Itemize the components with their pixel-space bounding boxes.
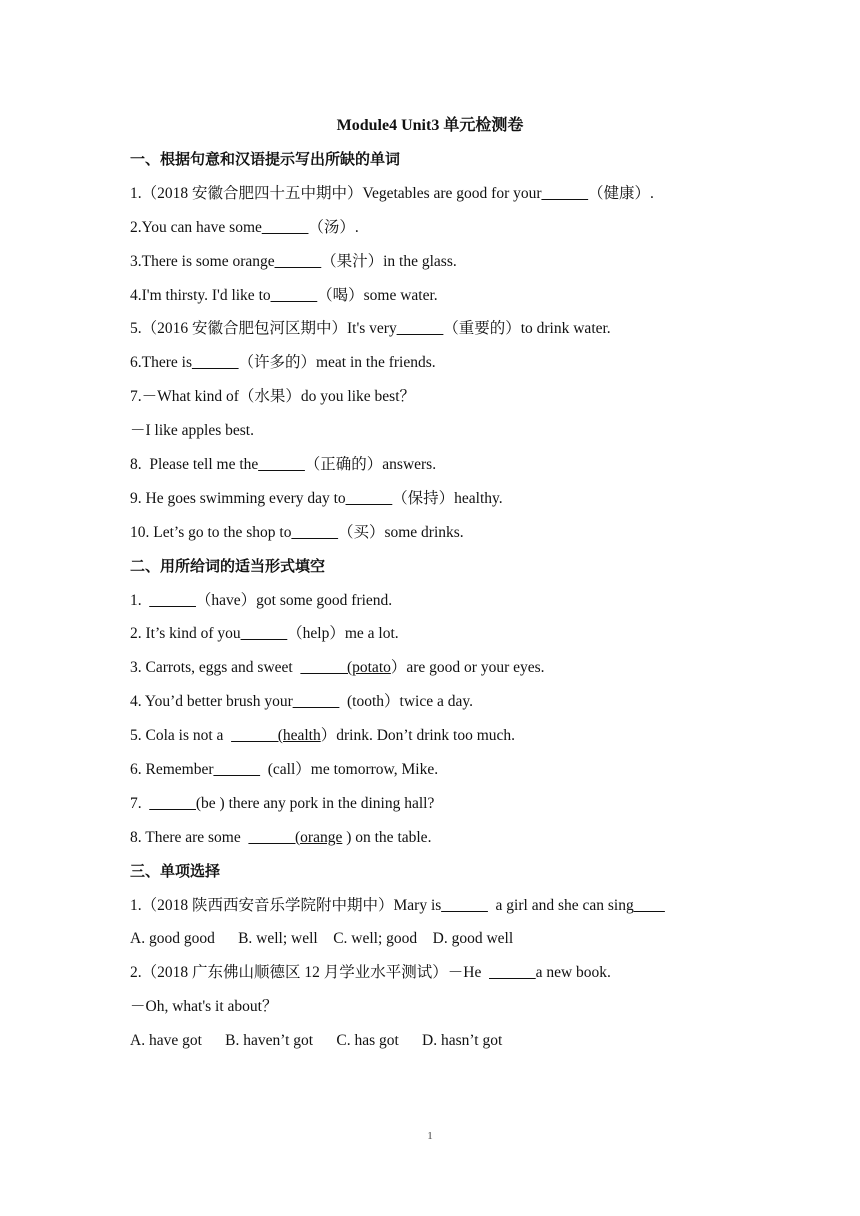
answer-blank: ______ [489,964,536,982]
document-title: Module4 Unit3 单元检测卷 [336,117,524,134]
s2-question-4 [130,685,750,719]
section-3-heading: 三、单项选择 [130,861,221,880]
s1-question-1 [130,177,750,211]
s3-question-1-options: A. good good B. well; well C. well; good D. good well [130,930,514,948]
s1-question-7-answer: －I like apples best. [130,422,254,440]
answer-blank: ______ [191,354,239,372]
answer-blank: ______ [274,252,322,270]
s2-question-8 [130,821,750,855]
s3-question-2 [130,956,750,990]
question-text: （果汁）in the glass. [321,252,457,270]
answer-blank: ______(health [231,727,321,745]
s1-question-3 [130,245,750,279]
s2-question-7 [130,787,750,821]
question-text: 7. [130,794,150,812]
answer-blank: ______ [270,286,318,304]
question-text: 6. Remember [130,761,214,779]
question-text: （重要的）to drink water. [443,320,611,338]
question-text: (tooth）twice a day. [339,693,473,711]
s1-question-8 [130,448,750,482]
answer-blank: ______(orange [248,828,343,846]
question-text: 5.（2016 安徽合肥包河区期中）It's very [130,320,397,338]
answer-blank: ______ [149,591,196,609]
question-text: 8. There are some [130,828,249,846]
answer-blank: ______ [240,625,288,643]
s2-question-2 [130,617,750,651]
question-text: （买）some drinks. [337,523,464,541]
s3-question-1 [130,889,750,923]
s1-question-4 [130,279,750,313]
s1-question-7: 7.－What kind of（水果）do you like best？ [130,388,415,406]
question-text: 4.I'm thirsty. I'd like to [130,286,271,304]
question-text: (call）me tomorrow, Mike. [260,761,439,779]
answer-blank: ______ [292,693,340,711]
question-text: （许多的）meat in the friends. [238,354,436,372]
s3-question-2-reply: －Oh, what's it about？ [130,998,278,1016]
question-text: ）drink. Don’t drink too much. [320,727,516,745]
section-1-heading: 一、根据句意和汉语提示写出所缺的单词 [130,150,401,168]
question-text: 3. Carrots, eggs and sweet [130,659,301,677]
question-text: (be ) there any pork in the dining hall? [195,794,435,812]
page-number: 1 [427,1130,433,1142]
s1-question-9 [130,482,750,516]
question-text: 9. He goes swimming every day to [130,489,346,507]
question-text: （喝）some water. [317,286,438,304]
s1-question-2 [130,211,750,245]
s2-question-6 [130,753,750,787]
answer-blank: ______ [261,218,309,236]
answer-blank: ______ [258,456,305,474]
question-text: （健康）. [588,184,654,202]
s1-question-6 [130,346,750,380]
question-text: 10. Let’s go to the shop to [130,523,292,541]
question-text: （汤）. [308,218,359,236]
question-text: ) on the table. [342,828,432,846]
answer-blank: ____ [633,896,665,914]
answer-blank: ______ [213,761,261,779]
s3-question-2-options: A. have got B. haven’t got C. has got D. hasn’t got [130,1032,503,1050]
question-text: 3.There is some orange [130,252,275,270]
question-text: 1.（2018 陕西西安音乐学院附中期中）Mary is [130,896,442,914]
question-text: a new book. [535,964,611,982]
question-text: 5. Cola is not a [130,727,232,745]
question-text: （保持）healthy. [392,489,503,507]
answer-blank: ______ [149,794,196,812]
answer-blank: ______(potato [300,659,391,677]
answer-blank: ______ [396,320,444,338]
question-text: 8. Please tell me the [130,456,259,474]
s2-question-3 [130,651,750,685]
s2-question-1 [130,584,750,618]
answer-blank: ______ [345,489,393,507]
s1-question-5 [130,312,750,346]
question-text: 6.There is [130,354,192,372]
question-text: 2. It’s kind of you [130,625,241,643]
answer-blank: ______ [541,184,589,202]
question-text: （help）me a lot. [287,625,399,643]
question-text: 2.（2018 广东佛山顺德区 12 月学业水平测试）－He [130,964,490,982]
s2-question-5 [130,719,750,753]
question-text: ）are good or your eyes. [390,659,545,677]
question-text: 1.（2018 安徽合肥四十五中期中）Vegetables are good for your [130,184,542,202]
question-text: （正确的）answers. [304,456,437,474]
question-text: a girl and she can sing [487,896,634,914]
question-text: 1. [130,591,150,609]
document-body [130,143,750,1058]
s1-question-10 [130,516,750,550]
answer-blank: ______ [291,523,338,541]
question-text: 2.You can have some [130,218,262,236]
answer-blank: ______ [441,896,488,914]
section-2-heading: 二、用所给词的适当形式填空 [130,556,326,575]
question-text: 4. You’d better brush your [130,693,293,711]
question-text: （have）got some good friend. [195,591,393,609]
